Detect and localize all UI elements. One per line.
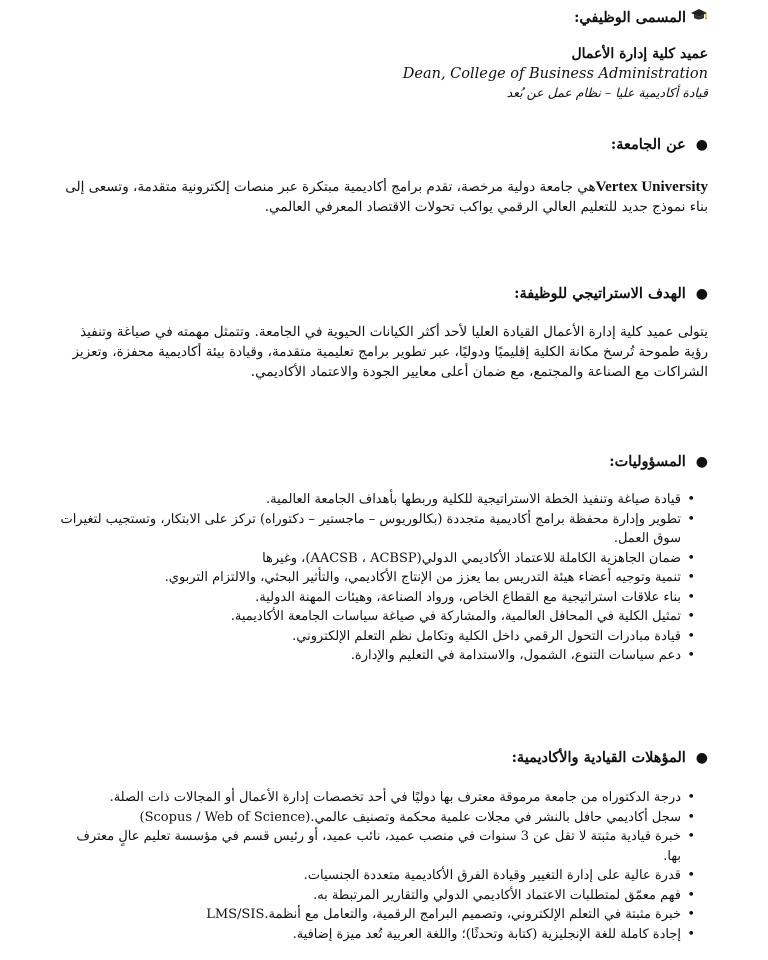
bullet-icon: ● xyxy=(695,137,708,153)
list-item: • تنمية وتوجيه أعضاء هيئة التدريس بما يعزز من الإنتاج الأكاديمي، والتأثير البحثي، والالتزام التربوي. xyxy=(60,568,695,588)
job-title-subtitle: قيادة أكاديمية عليا – نظام عمل عن بُعد xyxy=(506,85,708,100)
qualifications-list-container xyxy=(60,788,695,944)
list-item: • قدرة عالية على إدارة التغيير وقيادة الفرق الأكاديمية متعددة الجنسيات. xyxy=(60,866,695,886)
qualifications-section-header xyxy=(60,748,708,768)
university-name: Vertex University xyxy=(595,179,708,195)
about-text xyxy=(58,177,708,217)
qualifications-heading: المؤهلات القيادية والأكاديمية: xyxy=(511,749,686,766)
bullet-icon: ● xyxy=(695,750,708,766)
responsibilities-section-header xyxy=(60,452,708,472)
list-item: • تطوير وإدارة محفظة برامج أكاديمية متجددة (بكالوريوس – ماجستير – دكتوراه) تركز على الابتكار، وتستجيب لتغيرات سوق العمل. xyxy=(60,510,695,549)
qualifications-heading-row xyxy=(60,748,708,768)
about-heading-row xyxy=(60,135,708,155)
list-item: • بناء علاقات استراتيجية مع القطاع الخاص، ورواد الصناعة، وهيئات المهنة الدولية. xyxy=(60,588,695,608)
about-paragraph xyxy=(58,177,708,217)
goal-section-header xyxy=(60,284,708,304)
list-item: • إجادة كاملة للغة الإنجليزية (كتابة وتحدثًا)؛ واللغة العربية تُعد ميزة إضافية. xyxy=(60,925,695,945)
job-title-heading: المسمى الوظيفي: xyxy=(574,9,686,26)
job-title-english: Dean, College of Business Administration xyxy=(402,66,708,82)
list-item: • خبرة مثبتة في التعلم الإلكتروني، وتصميم البرامج الرقمية، والتعامل مع أنظمة.LMS/SIS xyxy=(60,905,695,925)
list-item: • قيادة صياغة وتنفيذ الخطة الاستراتيجية للكلية وربطها بأهداف الجامعة العالمية. xyxy=(60,490,695,510)
job-title-heading-row xyxy=(60,8,708,28)
goal-text: يتولى عميد كلية إدارة الأعمال القيادة العليا لأحد أكثر الكيانات الحيوية في الجامعة. وتتمثل مهمته في صياغة وتنفيذ رؤية طموحة تُرسخ مكانة الكلية إقليميًا ودوليًا، عبر تطوير برامج تعليمية متقدمة، وقيادة بيئة أكاديمية محفزة، وتعزيز الشراكات مع الصناعة والمجتمع، مع ضمان أعلى معايير الجودة والاعتماد الأكاديمي. xyxy=(72,324,708,380)
list-item: • قيادة مبادرات التحول الرقمي داخل الكلية وتكامل نظم التعلم الإلكتروني. xyxy=(60,627,695,647)
list-item: • درجة الدكتوراه من جامعة مرموقة معترف بها دوليًا في أحد تخصصات إدارة الأعمال أو المجالات ذات الصلة. xyxy=(60,788,695,808)
list-item: • سجل أكاديمي حافل بالنشر في مجلات علمية محكمة وتصنيف عالمي.(Scopus / Web of Science) xyxy=(60,808,695,828)
responsibilities-list xyxy=(60,490,695,666)
list-item: • ضمان الجاهزية الكاملة للاعتماد الأكاديمي الدولي(AACSB ، ACBSP)، وغيرها xyxy=(60,549,695,569)
graduation-cap-icon xyxy=(690,8,708,28)
qualifications-list xyxy=(60,788,695,944)
responsibilities-heading: المسؤوليات: xyxy=(609,453,686,470)
goal-heading: الهدف الاستراتيجي للوظيفة: xyxy=(514,285,686,302)
bullet-icon: ● xyxy=(695,286,708,302)
list-item: • دعم سياسات التنوع، الشمول، والاستدامة في التعليم والإدارة. xyxy=(60,646,695,666)
goal-heading-row xyxy=(60,284,708,304)
responsibilities-heading-row xyxy=(60,452,708,472)
about-section-header xyxy=(60,135,708,155)
job-title-arabic: عميد كلية إدارة الأعمال xyxy=(571,46,708,62)
list-item: • خبرة قيادية مثبتة لا تقل عن 3 سنوات في منصب عميد، نائب عميد، أو رئيس قسم في مؤسسة تعليم عالٍ معترف بها. xyxy=(60,827,695,866)
responsibilities-list-container xyxy=(60,490,695,666)
list-item: • فهم معمّق لمتطلبات الاعتماد الأكاديمي الدولي والتقارير المرتبطة به. xyxy=(60,886,695,906)
goal-paragraph xyxy=(58,322,708,382)
about-heading: عن الجامعة: xyxy=(610,136,686,153)
job-title-details xyxy=(60,44,708,102)
about-description: هي جامعة دولية مرخصة، تقدم برامج أكاديمية مبتكرة عبر منصات إلكترونية متقدمة، وتسعى إلى بناء نموذج جديد للتعليم العالي الرقمي يواكب تحولات الاقتصاد المعرفي العالمي. xyxy=(65,179,708,215)
job-title-section xyxy=(60,8,708,28)
bullet-icon: ● xyxy=(695,454,708,470)
list-item: • تمثيل الكلية في المحافل العالمية، والمشاركة في صياغة سياسات الجامعة الأكاديمية. xyxy=(60,607,695,627)
